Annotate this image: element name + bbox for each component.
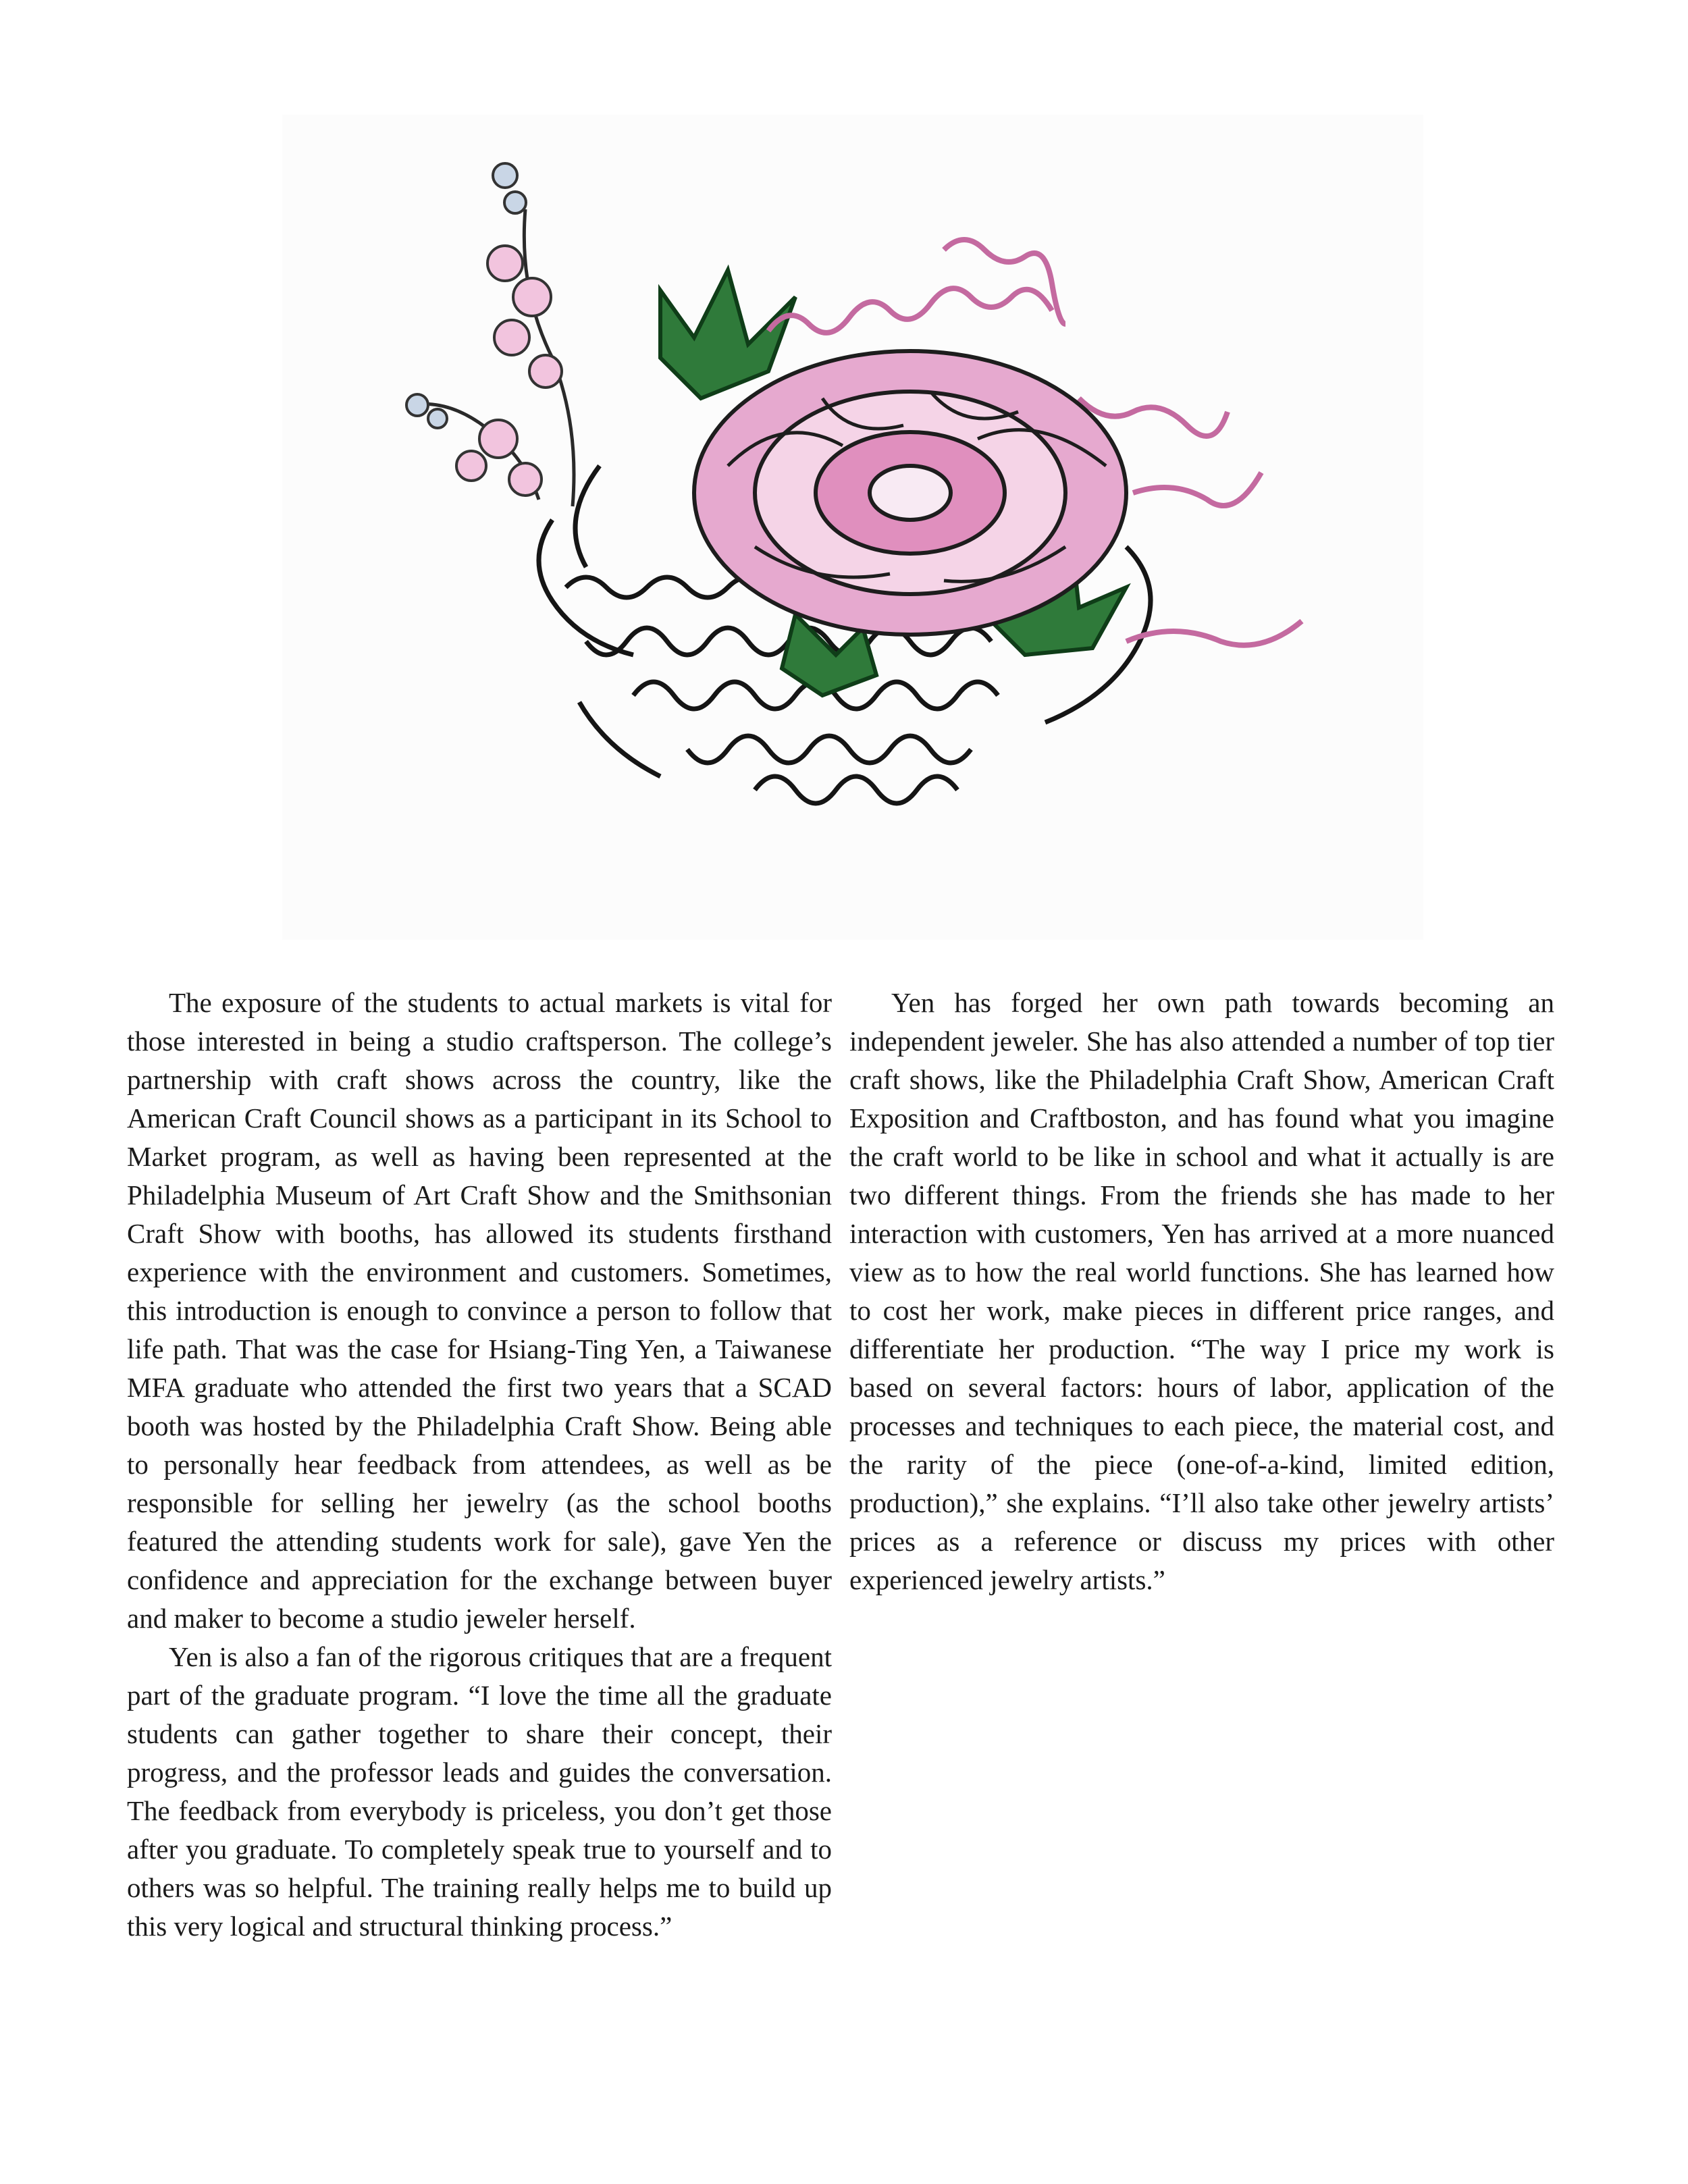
jewelry-photo <box>282 115 1423 940</box>
paragraph: The exposure of the students to actual markets is vital for those interested in being a studio craftsperson. The college’s partnership with craft shows across the country, like the American Craft Council shows as a participant in its School to Market program, as well as having been represented at the Philadelphia Museum of Art Craft Show and the Smithsonian Craft Show with booths, has allowed its students firsthand experience with the environment and customers. Sometimes, this introduction is enough to convince a person to follow that life path. That was the case for Hsiang-Ting Yen, a Taiwanese MFA graduate who attended the first two years that a SCAD booth was hosted by the Philadelphia Craft Show. Being able to personally hear feedback from attendees, as well as be responsible for selling her jewelry (as the school booths featured the attending students work for sale), gave Yen the confidence and appreciation for the exchange between buyer and maker to become a studio jeweler herself. <box>127 987 832 1634</box>
article-right-column <box>849 984 1554 1599</box>
brooch-illustration <box>282 115 1423 940</box>
paragraph: Yen has forged her own path towards becoming an independent jeweler. She has also attended a number of top tier craft shows, like the Philadelphia Craft Show, American Craft Exposition and Craftboston, and has found what you imagine the craft world to be like in school and what it actually is are two different things. From the friends she has made to her interaction with customers, Yen has arrived at a more nuanced view as to how the real world functions. She has learned how to cost her work, make pieces in different price ranges, and differentiate her production. “The way I price my work is based on several factors: hours of labor, application of the processes and techniques to each piece, the material cost, and the rarity of the piece (one-of-a-kind, limited edition, production),” she explains. “I’ll also take other jewelry artists’ prices as a reference or discuss my prices with other experienced jewelry artists.” <box>849 987 1554 1595</box>
paragraph: Yen is also a fan of the rigorous critiques that are a frequent part of the graduate program. “I love the time all the graduate students can gather together to share their concept, their progress, and the professor leads and guides the conversation. The feedback from everybody is priceless, you don’t get those after you graduate. To completely speak true to yourself and to others was so helpful. The training really helps me to build up this very logical and structural thinking process.” <box>127 1641 832 1942</box>
article-left-column <box>127 984 832 1946</box>
